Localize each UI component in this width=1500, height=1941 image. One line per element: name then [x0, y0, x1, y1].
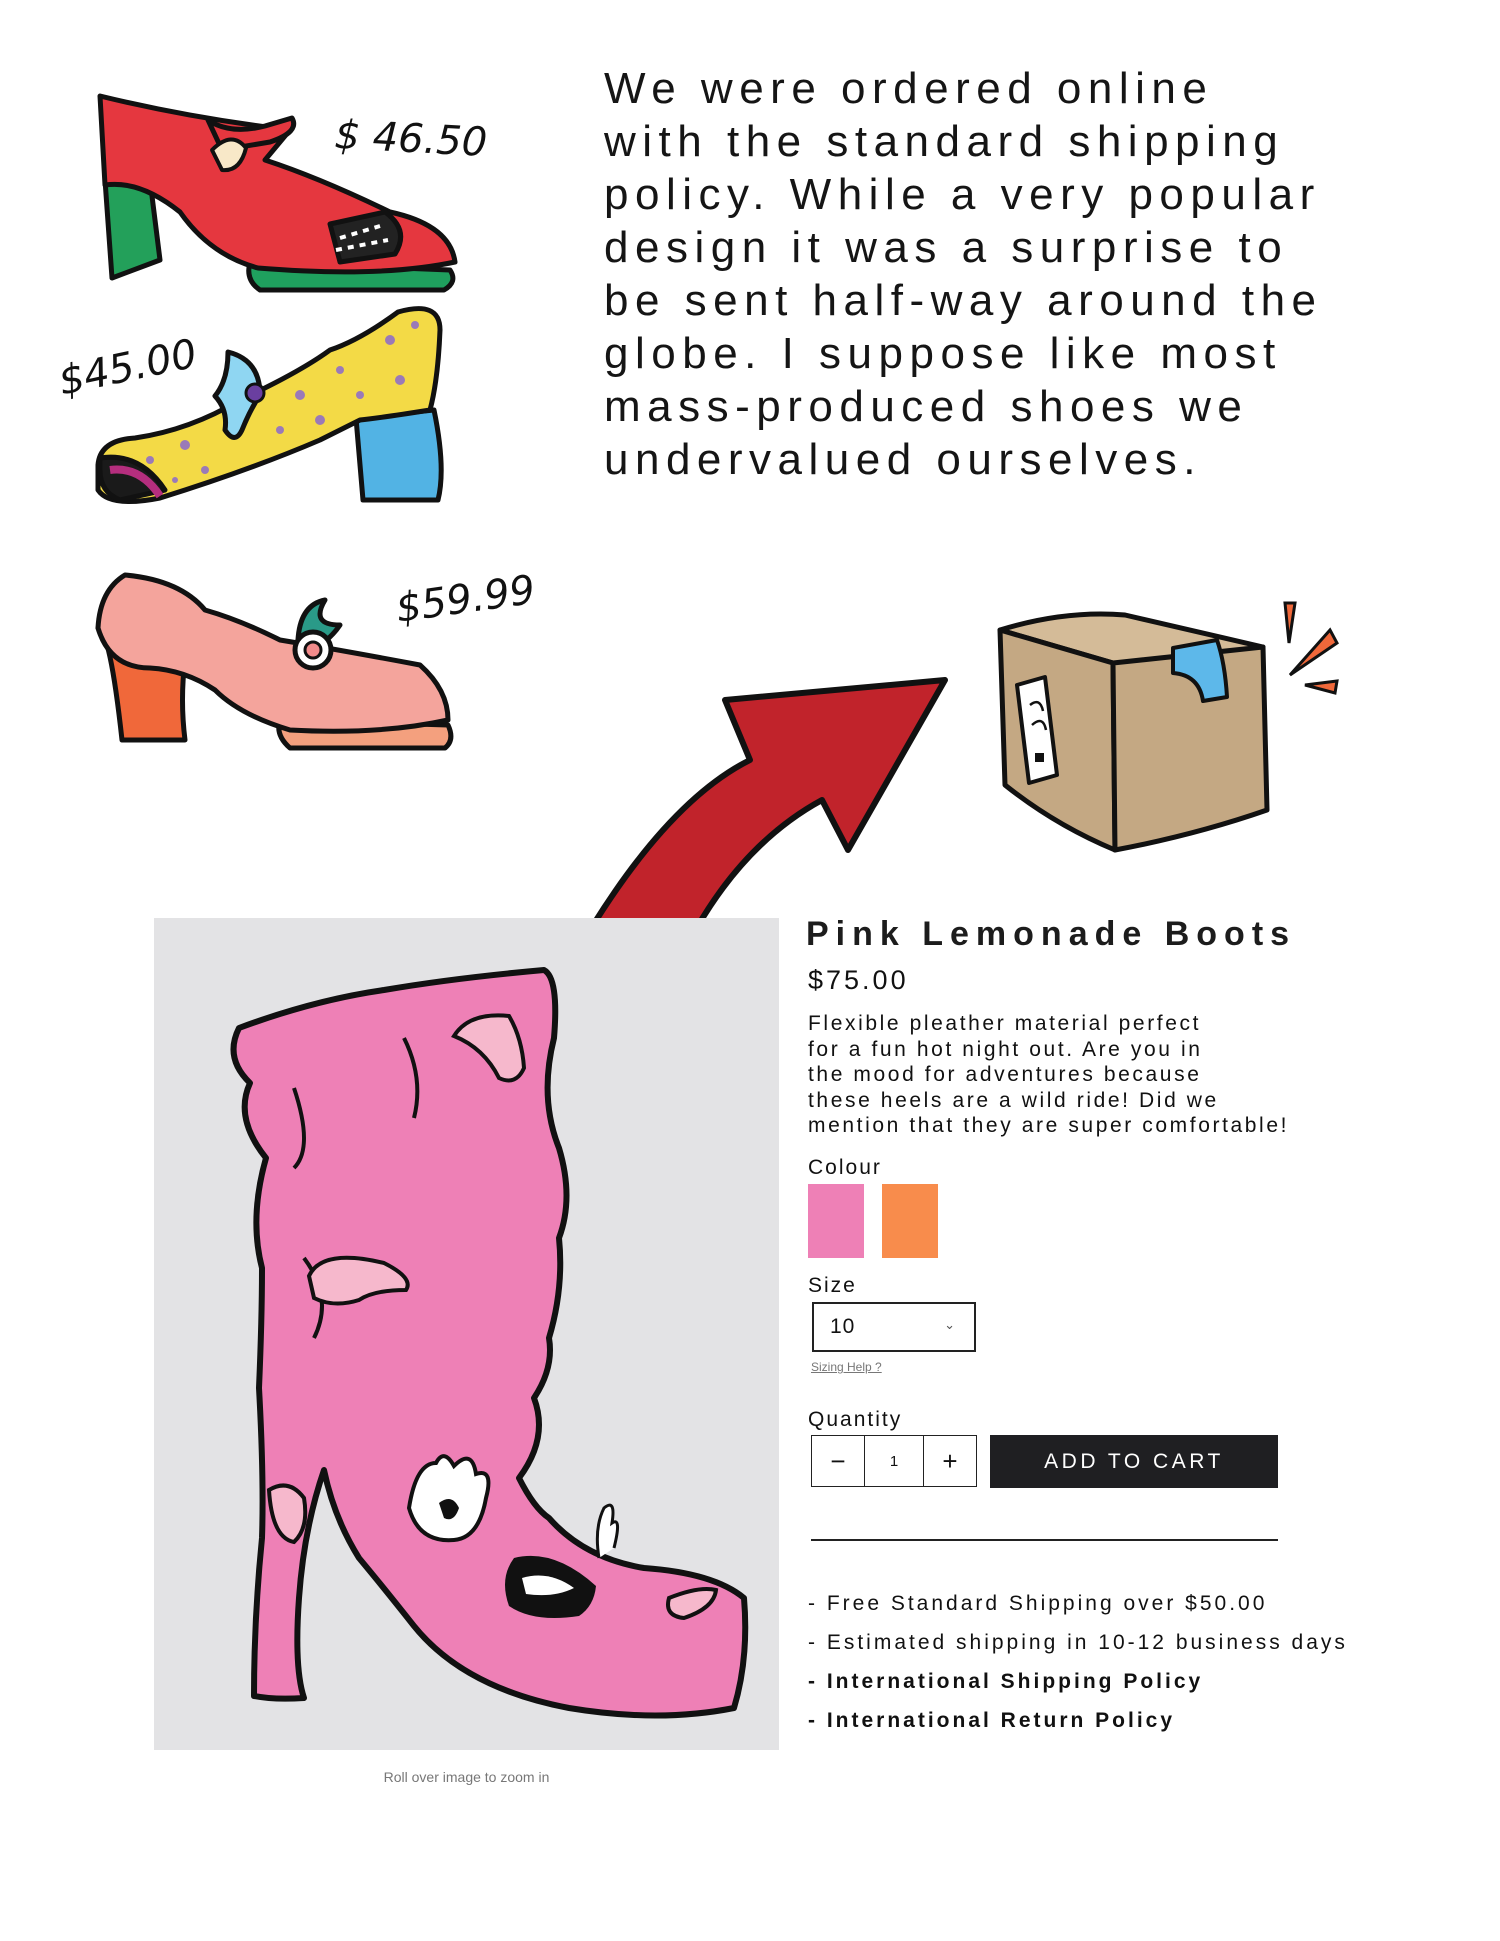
pink-boot-image [154, 918, 779, 1750]
product-image-panel[interactable] [154, 918, 779, 1750]
story-line: globe. I suppose like most [604, 329, 1282, 378]
quantity-decrement-button[interactable]: − [830, 1445, 846, 1476]
size-select[interactable] [812, 1302, 976, 1352]
shipping-info-estimate: - Estimated shipping in 10-12 business days [808, 1631, 1348, 1654]
colour-label: Colour [808, 1156, 882, 1179]
international-return-policy-link[interactable]: - International Return Policy [808, 1709, 1176, 1732]
international-shipping-policy-link[interactable]: - International Shipping Policy [808, 1670, 1204, 1693]
story-paragraph [604, 62, 1484, 486]
product-price: $75.00 [808, 965, 909, 995]
colour-swatch-pink[interactable] [808, 1184, 864, 1258]
yellow-platform-shoe [98, 309, 441, 502]
divider [811, 1539, 1278, 1541]
story-line: mass-produced shoes we [604, 382, 1249, 431]
product-description [808, 1011, 1408, 1139]
story-line: policy. While a very popular [604, 170, 1321, 219]
description-line: mention that they are super comfortable! [808, 1114, 1290, 1137]
product-title: Pink Lemonade Boots [806, 915, 1297, 953]
shipping-info-free: - Free Standard Shipping over $50.00 [808, 1592, 1268, 1615]
story-line: design it was a surprise to [604, 223, 1289, 272]
description-line: for a fun hot night out. Are you in [808, 1037, 1203, 1061]
zoom-hint: Roll over image to zoom in [383, 1769, 550, 1785]
shipping-box-illustration [985, 585, 1345, 855]
price-tag-3: $59.99 [392, 566, 538, 632]
shoe-illustrations [0, 0, 600, 770]
story-line: We were ordered online [604, 64, 1214, 113]
description-line: Flexible pleather material perfect [808, 1012, 1202, 1035]
add-to-cart-button[interactable]: ADD TO CART [990, 1435, 1278, 1488]
chevron-down-icon: ⌄ [944, 1317, 956, 1332]
description-line: these heels are a wild ride! Did we [808, 1088, 1219, 1112]
story-line: be sent half-way around the [604, 276, 1323, 325]
colour-swatch-orange[interactable] [882, 1184, 938, 1258]
sizing-help-link[interactable]: Sizing Help ? [811, 1360, 882, 1374]
story-line: undervalued ourselves. [604, 435, 1202, 484]
description-line: the mood for adventures because [808, 1063, 1202, 1086]
size-select-value: 10 [830, 1315, 856, 1338]
quantity-stepper [811, 1435, 977, 1487]
price-tag-2: $45.00 [54, 330, 201, 405]
story-line: with the standard shipping [604, 117, 1285, 166]
price-tag-1: $ 46.50 [333, 112, 489, 166]
size-label: Size [808, 1274, 857, 1297]
quantity-input[interactable]: 1 [864, 1436, 924, 1486]
quantity-label: Quantity [808, 1408, 903, 1431]
quantity-increment-button[interactable]: + [942, 1445, 958, 1476]
